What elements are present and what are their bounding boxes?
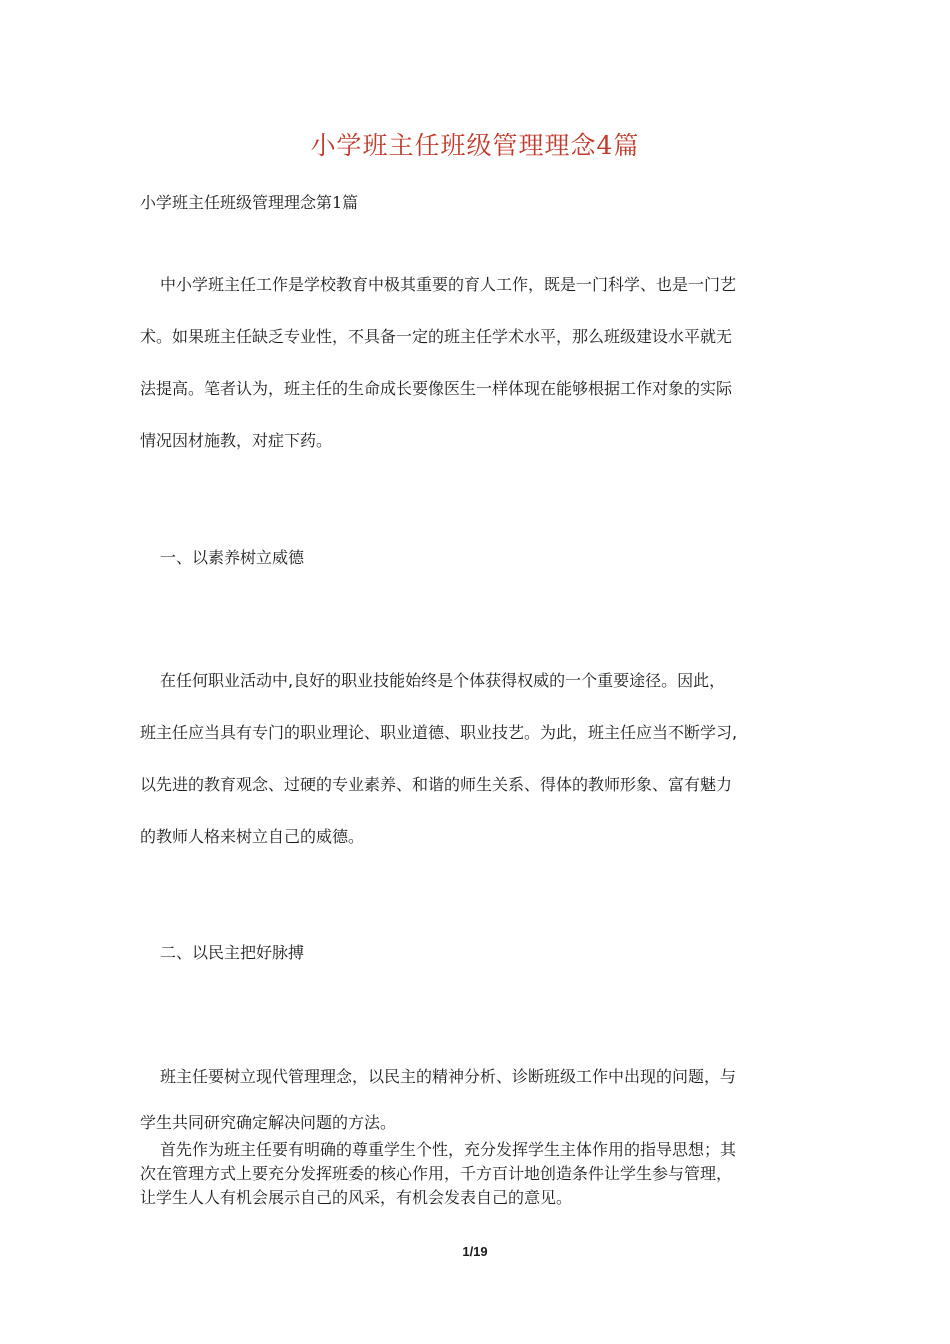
paragraph-line: 学生共同研究确定解决问题的方法。 xyxy=(140,1113,397,1132)
paragraph-line: 班主任应当具有专门的职业理论、职业道德、职业技艺。为此，班主任应当不断学习, xyxy=(140,723,738,742)
paragraph-line: 次在管理方式上要充分发挥班委的核心作用，千方百计地创造条件让学生参与管理， xyxy=(140,1164,733,1183)
paragraph-line: 以先进的教育观念、过硬的专业素养、和谐的师生关系、得体的教师形象、富有魅力 xyxy=(140,775,733,794)
section-heading-1: 一、以素养树立威德 xyxy=(160,548,305,567)
paragraph-line: 的教师人格来树立自己的威德。 xyxy=(140,827,365,846)
paragraph-line: 中小学班主任工作是学校教育中极其重要的育人工作，既是一门科学、也是一门艺 xyxy=(160,275,737,294)
paragraph-section-1 xyxy=(140,668,812,876)
paragraph-line: 让学生人人有机会展示自己的风采，有机会发表自己的意见。 xyxy=(140,1188,573,1207)
paragraph-line: 法提高。笔者认为，班主任的生命成长要像医生一样体现在能够根据工作对象的实际 xyxy=(140,379,733,398)
document-title: 小学班主任班级管理理念4篇 xyxy=(310,131,640,160)
paragraph-section-2-detail xyxy=(140,1138,812,1210)
paragraph-line: 情况因材施教，对症下药。 xyxy=(140,431,333,450)
page-number: 1/19 xyxy=(462,1244,488,1259)
paragraph-line: 首先作为班主任要有明确的尊重学生个性，充分发挥学生主体作用的指导思想；其 xyxy=(160,1140,737,1159)
paragraph-intro xyxy=(140,272,812,480)
document-subtitle: 小学班主任班级管理理念第1篇 xyxy=(140,193,359,212)
paragraph-line: 术。如果班主任缺乏专业性，不具备一定的班主任学术水平，那么班级建设水平就无 xyxy=(140,327,733,346)
paragraph-line: 班主任要树立现代管理理念，以民主的精神分析、诊断班级工作中出现的问题，与 xyxy=(160,1067,737,1086)
paragraph-line: 在任何职业活动中,良好的职业技能始终是个体获得权威的一个重要途径。因此， xyxy=(160,671,726,690)
section-heading-2: 二、以民主把好脉搏 xyxy=(160,943,305,962)
